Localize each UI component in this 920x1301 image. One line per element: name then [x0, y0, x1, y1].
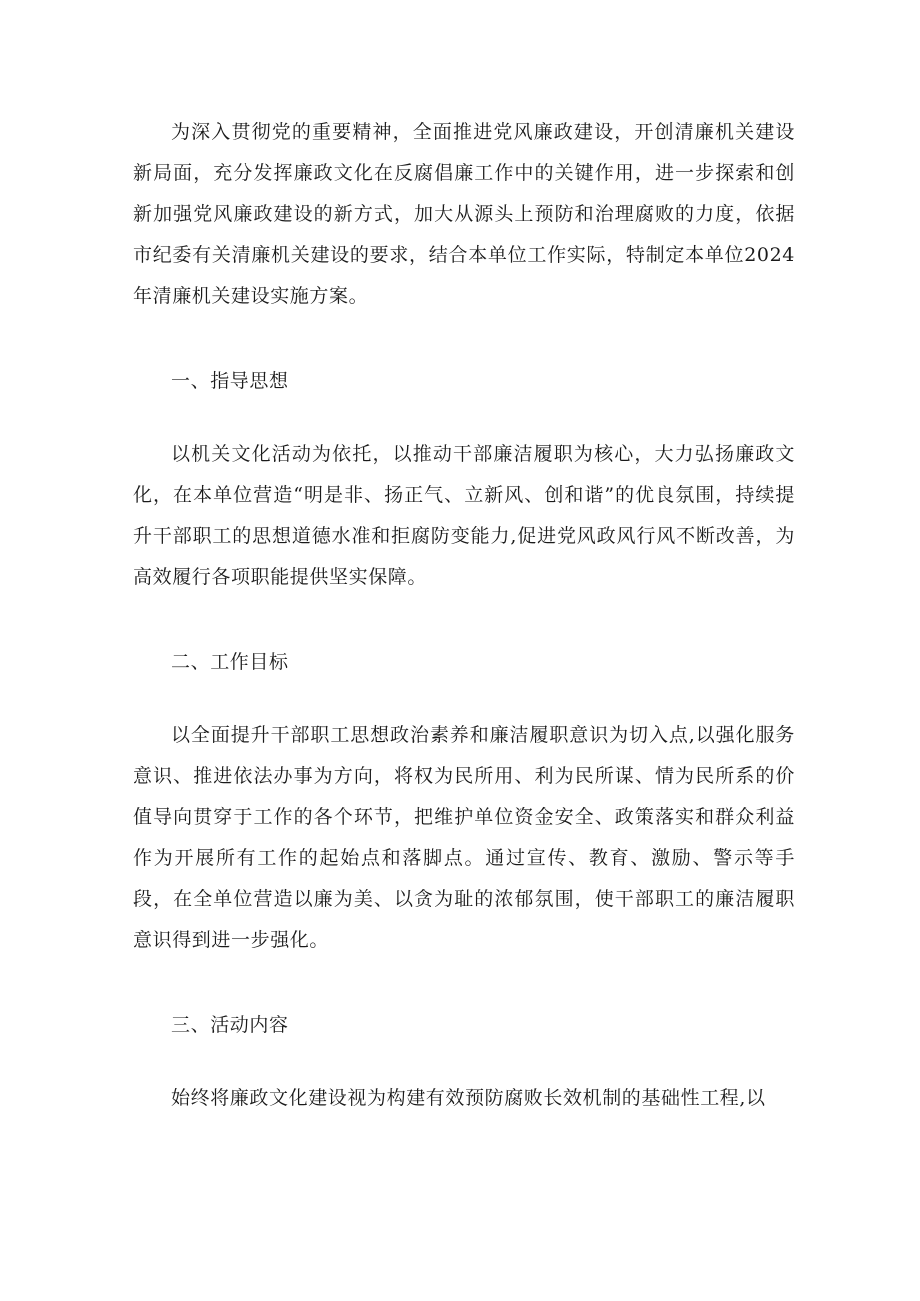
section-body-activity-content: 始终将廉政文化建设视为构建有效预防腐败长效机制的基础性工程,以 [171, 1087, 766, 1109]
document-body [133, 112, 795, 1119]
intro-paragraph: 为深入贯彻党的重要精神，全面推进党风廉政建设，开创清廉机关建设新局面，充分发挥廉政文化在反腐倡廉工作中的关键作用，进一步探索和创新加强党风廉政建设的新方式，加大从源头上预防和治理腐败的力度，依据市纪委有关清廉机关建设的要求，结合本单位工作实际，特制定本单位2024年清廉机关建设实施方案。 [133, 121, 795, 307]
section-heading-activity-content: 三、活动内容 [171, 1014, 289, 1036]
section-body-work-goals: 以全面提升干部职工思想政治素养和廉洁履职意识为切入点,以强化服务意识、推进依法办事为方向，将权为民所用、利为民所谋、情为民所系的价值导向贯穿于工作的各个环节，把维护单位资金安全、政策落实和群众利益作为开展所有工作的起始点和落脚点。通过宣传、教育、激励、警示等手段，在全单位营造以廉为美、以贪为耻的浓郁氛围，使干部职工的廉洁履职意识得到进一步强化。 [133, 724, 795, 951]
section-heading-work-goals: 二、工作目标 [171, 651, 289, 673]
section-heading-guiding-ideology: 一、指导思想 [171, 370, 289, 392]
section-body-guiding-ideology: 以机关文化活动为依托，以推动干部廉洁履职为核心，大力弘扬廉政文化，在本单位营造“明是非、扬正气、立新风、创和谐”的优良氛围，持续提升干部职工的思想道德水准和拒腐防变能力,促进党风政风行风不断改善，为高效履行各项职能提供坚实保障。 [133, 443, 795, 588]
